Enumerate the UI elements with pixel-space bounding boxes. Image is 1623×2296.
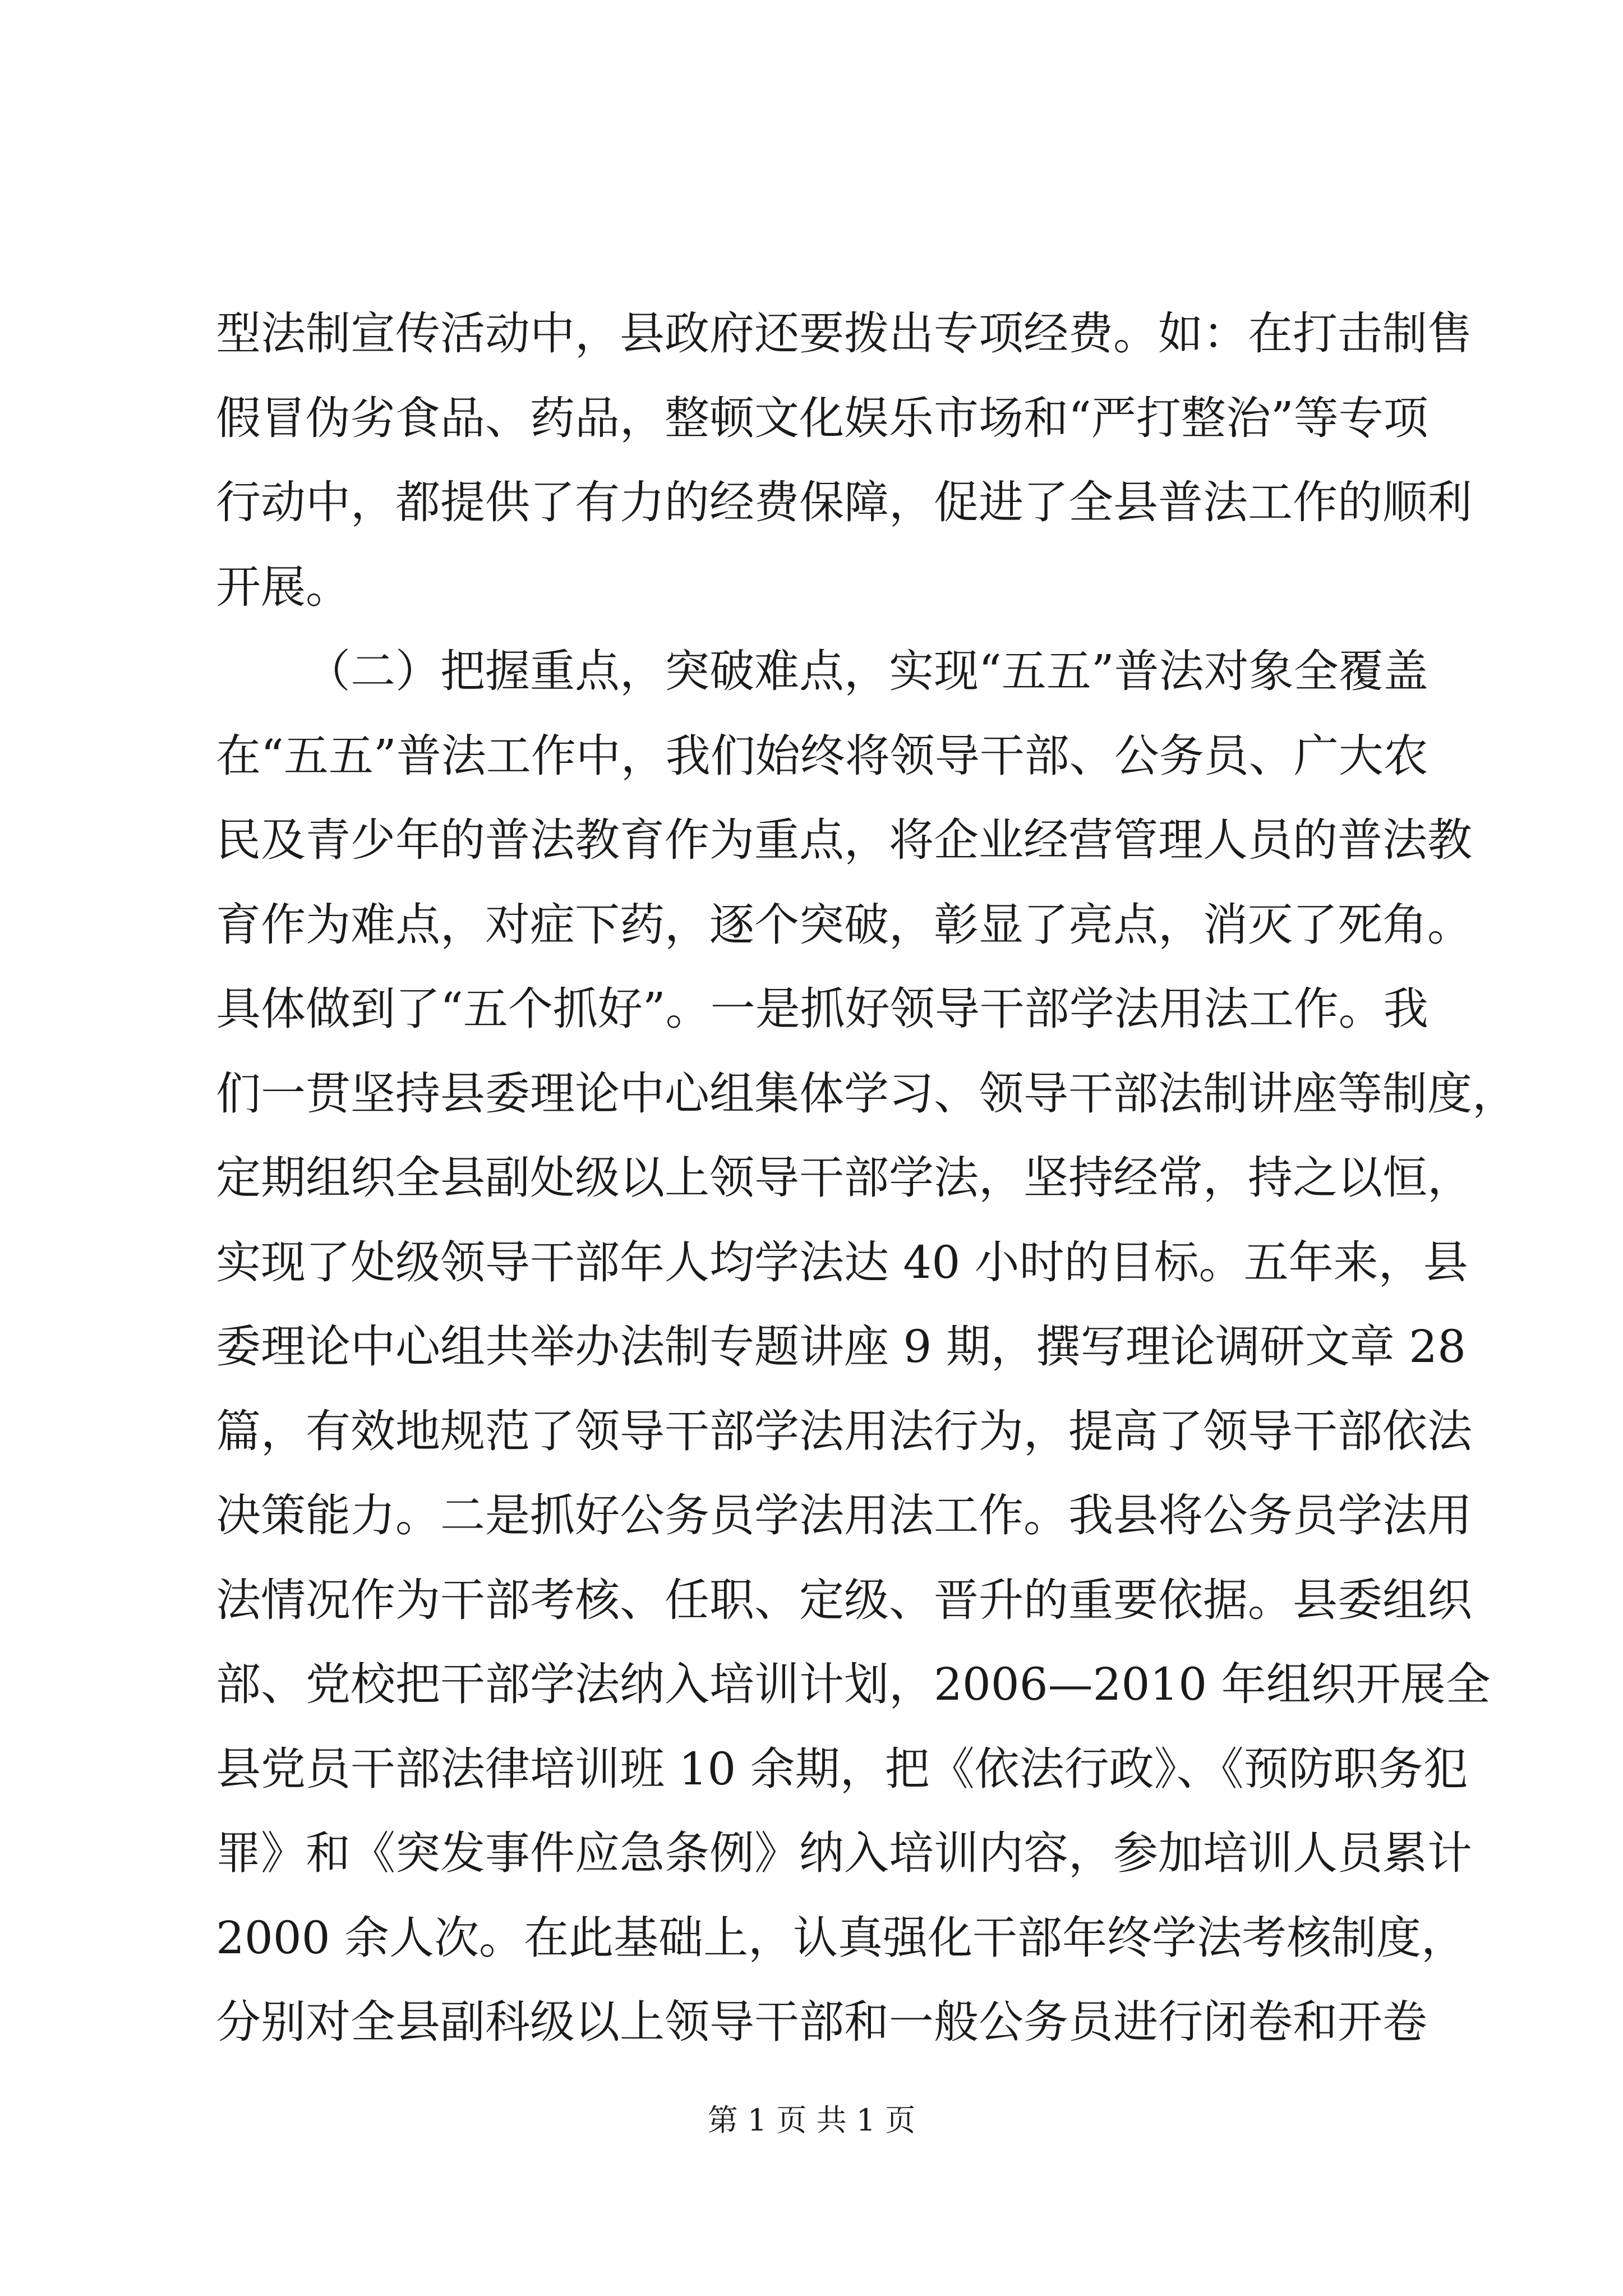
text-line: 决策能力。二是抓好公务员学法用法工作。我县将公务员学法用 xyxy=(216,1489,1472,1542)
text-line: 实现了处级领导干部年人均学法达 40 小时的目标。五年来，县 xyxy=(216,1236,1468,1289)
text-line: 民及青少年的普法教育作为重点，将企业经营管理人员的普法教 xyxy=(216,814,1472,866)
text-line: 县党员干部法律培训班 10 余期，把《依法行政》、《预防职务犯 xyxy=(216,1742,1468,1795)
text-line: 部、党校把干部学法纳入培训计划，2006—2010 年组织开展全 xyxy=(216,1658,1491,1710)
section-heading: （二）把握重点，突破难点，实现“五五”普法对象全覆盖 xyxy=(306,645,1428,697)
text-line: 行动中，都提供了有力的经费保障，促进了全县普法工作的顺利 xyxy=(216,476,1472,528)
text-line: 开展。 xyxy=(216,560,351,613)
page-number-label: 第 1 页 共 1 页 xyxy=(707,2102,916,2138)
page-footer xyxy=(0,2101,1623,2140)
text-line: 篇，有效地规范了领导干部学法用法行为，提高了领导干部依法 xyxy=(216,1405,1472,1457)
text-line: 分别对全县副科级以上领导干部和一般公务员进行闭卷和开卷 xyxy=(216,1996,1427,2048)
text-line: 们一贯坚持县委理论中心组集体学习、领导干部法制讲座等制度， xyxy=(216,1067,1517,1120)
text-line: 法情况作为干部考核、任职、定级、晋升的重要依据。县委组织 xyxy=(216,1573,1472,1626)
text-line: 在“五五”普法工作中，我们始终将领导干部、公务员、广大农 xyxy=(216,729,1428,782)
text-line: 2000 余人次。在此基础上，认真强化干部年终学法考核制度， xyxy=(216,1911,1467,1964)
text-line: 罪》和《突发事件应急条例》纳入培训内容，参加培训人员累计 xyxy=(216,1827,1472,1879)
text-line: 育作为难点，对症下药，逐个突破，彰显了亮点，消灭了死角。 xyxy=(216,898,1472,951)
text-line: 型法制宣传活动中，县政府还要拨出专项经费。如：在打击制售 xyxy=(216,307,1472,360)
text-line: 委理论中心组共举办法制专题讲座 9 期，撰写理论调研文章 28 xyxy=(216,1320,1466,1373)
text-line: 定期组织全县副处级以上领导干部学法，坚持经常，持之以恒， xyxy=(216,1152,1472,1204)
text-line: 假冒伪劣食品、药品，整顿文化娱乐市场和“严打整治”等专项 xyxy=(216,392,1428,444)
document-body xyxy=(216,292,1517,2065)
text-line: 具体做到了“五个抓好”。一是抓好领导干部学法用法工作。我 xyxy=(216,983,1428,1035)
